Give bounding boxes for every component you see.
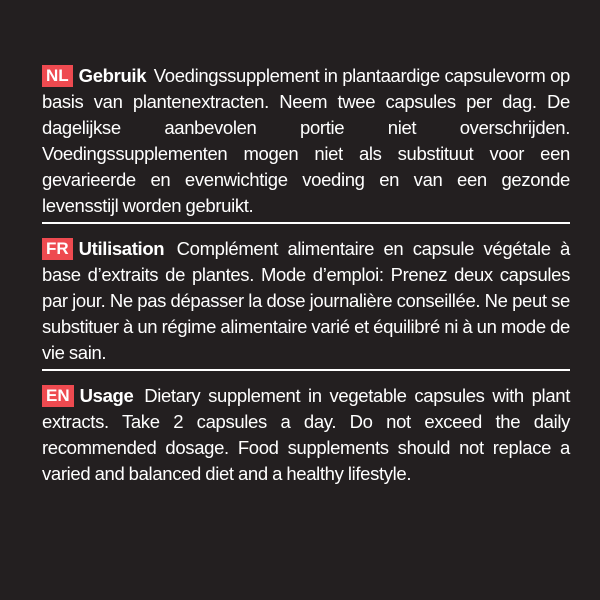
language-badge-fr: FR — [42, 238, 73, 260]
section-heading-en: Usage — [79, 385, 134, 406]
section-body-en: Dietary supplement in vegetable capsules with plant extracts. Take 2 capsules a day. Do not exceed the daily recommended dosage. Food supplements should not replace a varied and balanced diet and a healthy lifestyle. — [42, 385, 570, 484]
section-body-fr: Complément alimentaire en capsule végétale à base d’extraits de plantes. Mode d’emploi: Prenez deux capsules par jour. Ne pas dépasser la dose journalière conseillée. Ne peut se substituer à un régime alimentaire varié et équilibré ni à un mode de vie sain. — [42, 238, 570, 363]
section-body-nl: Voedingssupplement in plantaardige capsulevorm op basis van plantenextracten. Neem twee capsules per dag. De dagelijkse aanbevolen portie niet overschrijden. Voedingssupplementen mogen niet als substituut voor een gevarieerde en evenwichtige voeding en van een gezonde levensstijl worden gebruikt. — [42, 65, 570, 216]
section-heading-nl: Gebruik — [78, 65, 147, 86]
usage-section-fr — [42, 236, 570, 366]
usage-section-nl — [42, 63, 570, 219]
usage-section-en — [42, 383, 570, 487]
language-badge-nl: NL — [42, 65, 73, 87]
section-heading-fr: Utilisation — [78, 238, 165, 259]
section-divider — [42, 222, 570, 224]
section-divider — [42, 369, 570, 371]
language-badge-en: EN — [42, 385, 74, 407]
